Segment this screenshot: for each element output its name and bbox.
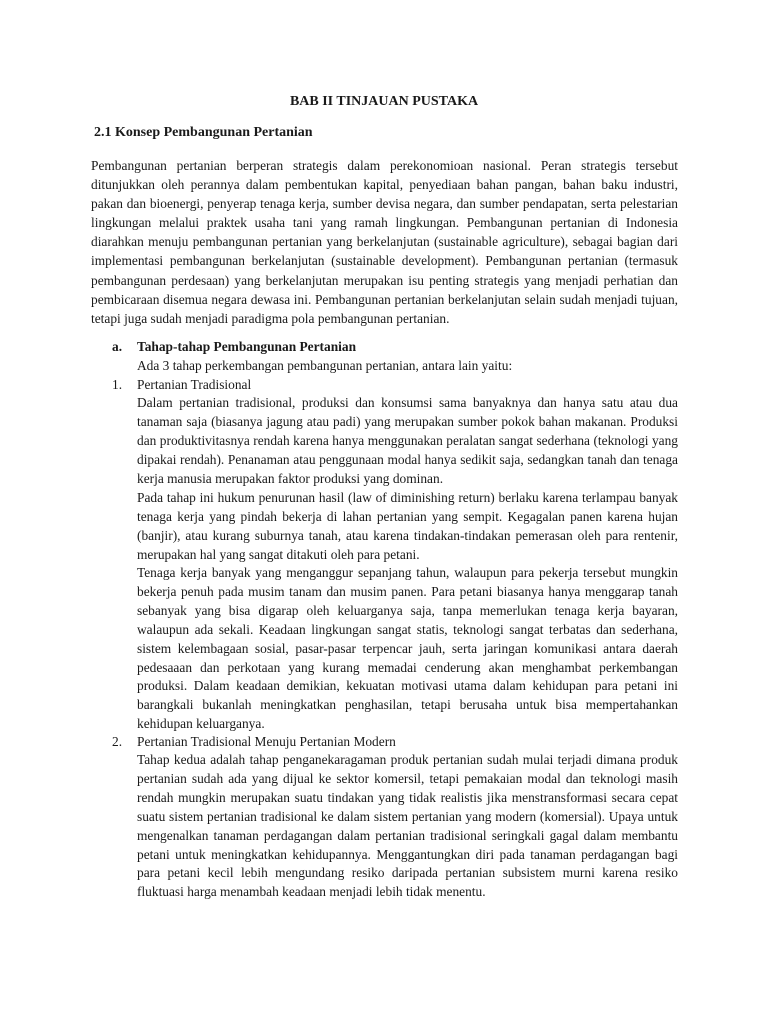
subsection-marker: a.: [112, 339, 123, 354]
list-item-title: Pertanian Tradisional Menuju Pertanian Modern: [137, 734, 396, 749]
list-item-paragraph: Pada tahap ini hukum penurunan hasil (law of diminishing return) berlaku karena terlampau banyak tenaga kerja yang pindah bekerja di lahan pertanian yang sempit. Kegagalan panen karena hujan (banjir), atau kurang suburnya tanah, atau karena tindakan-tindakan pemerasan oleh para rentenir, merupakan hal yang sangat ditakuti oleh para petani.: [137, 490, 678, 562]
list-item-title: Pertanian Tradisional: [137, 377, 252, 392]
chapter-title: BAB II TINJAUAN PUSTAKA: [289, 94, 479, 109]
section-heading: 2.1 Konsep Pembangunan Pertanian: [94, 125, 313, 140]
list-item-number: 2.: [112, 734, 123, 749]
list-item-paragraph: Tahap kedua adalah tahap penganekaragaman produk pertanian sudah mulai terjadi dimana produk pertanian sudah ada yang dijual ke sektor komersil, tetapi pemakaian modal dan teknologi masih rendah mungkin merupakan suatu tindakan yang tidak realistis jika menstransformasi secara cepat suatu sistem pertanian tradisional ke dalam sistem pertanian yang modern (komersial). Upaya untuk mengenalkan tanaman perdagangan dalam pertanian tradisional seringkali gagal dalam membantu petani untuk meningkatkan kehidupannya. Menggantungkan diri pada tanaman perdagangan bagi para petani kecil lebih mengundang resiko daripada pertanian subsistem murni karena resiko fluktuasi harga menambah keadaan menjadi lebih tidak menentu.: [137, 752, 678, 900]
subsection-heading: Tahap-tahap Pembangunan Pertanian: [137, 339, 357, 354]
list-item-paragraph: Tenaga kerja banyak yang menganggur sepanjang tahun, walaupun para pekerja tersebut mungkin bekerja penuh pada musim tanam dan musim panen. Para petani biasanya hanya menggarap tanah sebanyak yang bisa digarap oleh keluarganya saja, tanpa memerlukan tenaga kerja bayaran, walaupun ada sekali. Keadaan lingkungan sangat statis, teknologi sangat terbatas dan sederhana, sistem kelembagaan sosial, pasar-pasar terpencar jauh, serta jaringan komunikasi antara daerah pedesaaan dan perkotaan yang kurang memadai cenderung akan menghambat perkembangan produksi. Dalam keadaan demikian, kekuatan motivasi utama dalam kehidupan para petani ini barangkali bukanlah meningkatkan penghasilan, tetapi berusaha untuk bisa mempertahankan kehidupan keluarganya.: [137, 565, 678, 732]
list-item-paragraph: Dalam pertanian tradisional, produksi dan konsumsi sama banyaknya dan hanya satu atau dua tanaman saja (biasanya jagung atau padi) yang merupakan sumber pokok bahan makanan. Produksi dan produktivitasnya rendah karena hanya menggunakan peralatan sangat sederhana (teknologi yang dipakai rendah). Penanaman atau penggunaan modal hanya sedikit saja, sedangkan tanah dan tenaga kerja manusia merupakan faktor produksi yang dominan.: [137, 395, 678, 486]
subsection-intro: Ada 3 tahap perkembangan pembangunan pertanian, antara lain yaitu:: [137, 358, 513, 373]
list-item-number: 1.: [112, 377, 123, 392]
intro-paragraph: Pembangunan pertanian berperan strategis dalam perekonomioan nasional. Peran strategis tersebut ditunjukkan oleh perannya dalam pembentukan kapital, penyediaan bahan pangan, bahan baku industri, pakan dan bioenergi, penyerap tenaga kerja, sumber devisa negara, dan sumber pendapatan, serta pelestarian lingkungan melalui praktek usaha tani yang ramah lingkungan. Pembangunan pertanian di Indonesia diarahkan menuju pembangunan pertanian yang berkelanjutan (sustainable agriculture), sebagai bagian dari implementasi pembangunan berkelanjutan (sustainable development). Pembangunan pertanian (termasuk pembangunan perdesaan) yang berkelanjutan merupakan isu penting strategis yang menjadi perhatian dan pembicaraan disemua negara dewasa ini. Pembangunan pertanian berkelanjutan selain sudah menjadi tujuan, tetapi juga sudah menjadi paradigma pola pembangunan pertanian.: [91, 158, 678, 326]
